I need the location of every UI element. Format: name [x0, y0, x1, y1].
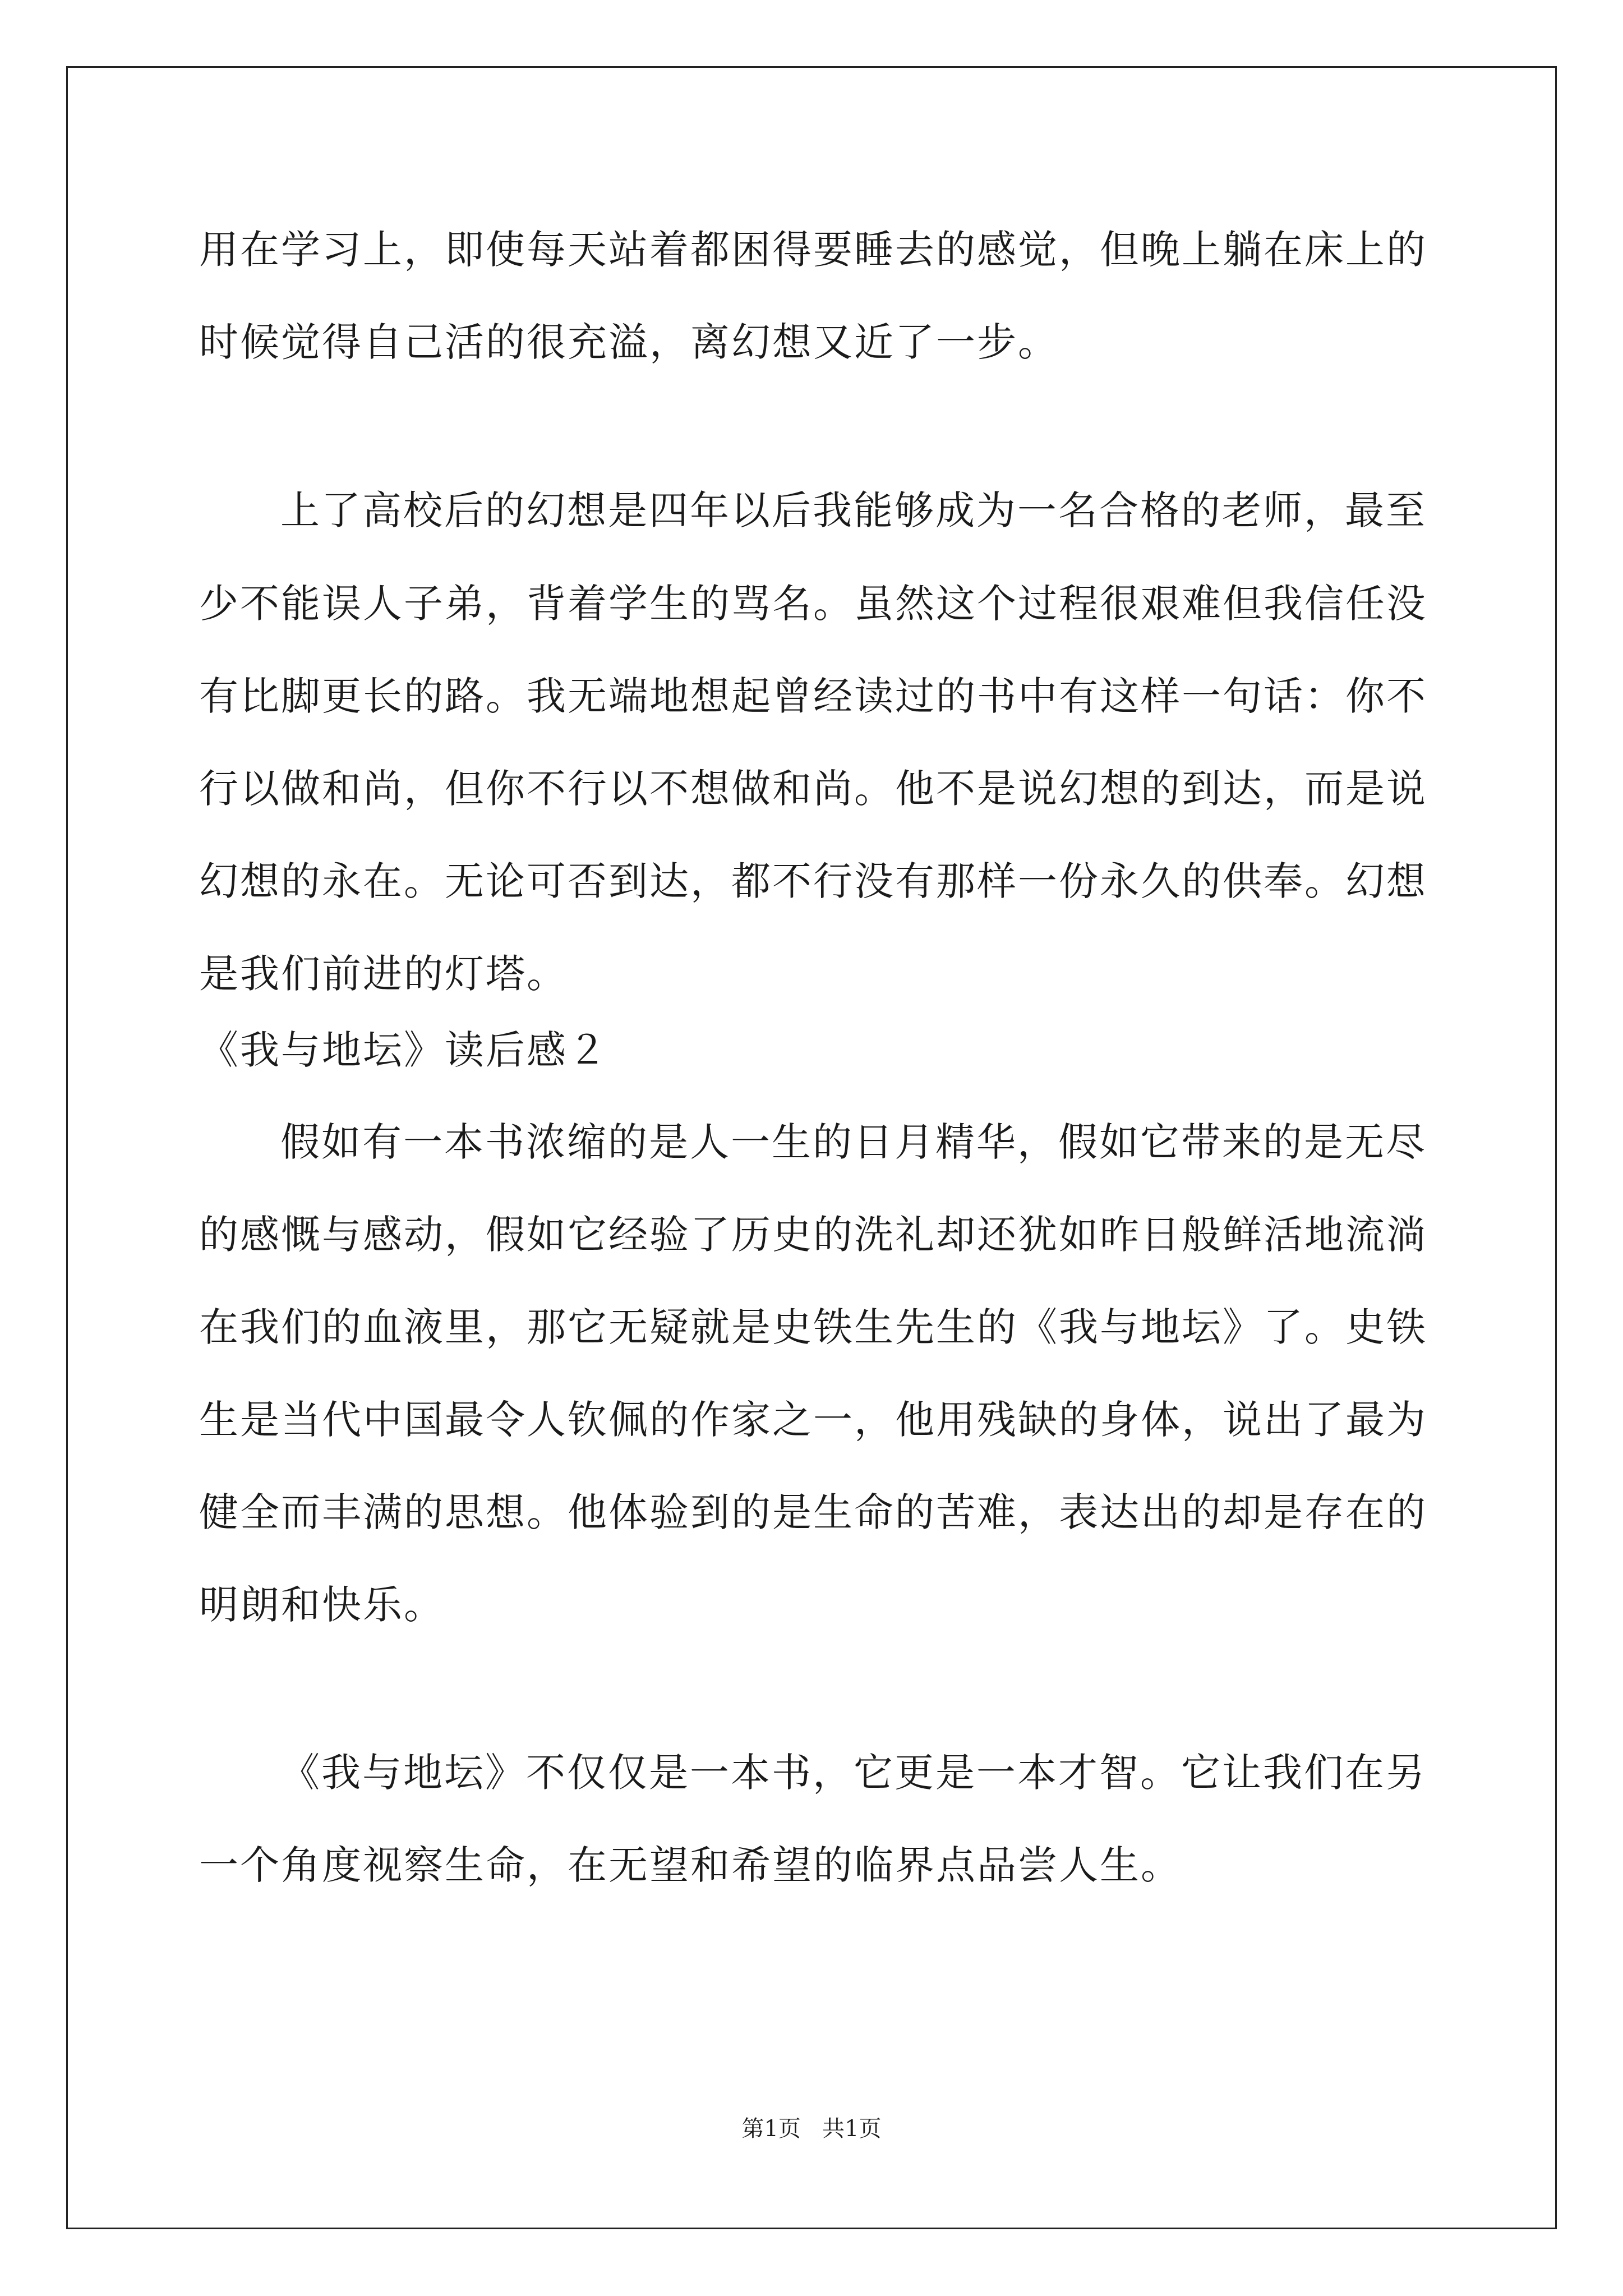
text-line: 在我们的血液里，那它无疑就是史铁生先生的《我与地坛》了。史铁 [199, 1304, 1427, 1350]
text-line: 是我们前进的灯塔。 [199, 951, 568, 997]
text-line: 生是当代中国最令人钦佩的作家之一，他用残缺的身体，说出了最为 [199, 1397, 1427, 1443]
text-line: 时候觉得自己活的很充溢，离幻想又近了一步。 [199, 319, 1059, 365]
text-line: 假如有一本书浓缩的是人一生的日月精华，假如它带来的是无尽 [280, 1119, 1427, 1165]
text-line: 健全而丰满的思想。他体验到的是生命的苦难，表达出的却是存在的 [199, 1489, 1427, 1535]
text-line: 的感慨与感动，假如它经验了历史的洗礼却还犹如昨日般鲜活地流淌 [199, 1212, 1427, 1258]
text-line: 上了高校后的幻想是四年以后我能够成为一名合格的老师，最至 [280, 487, 1427, 533]
text-line: 明朗和快乐。 [199, 1582, 445, 1628]
text-line: 一个角度视察生命，在无望和希望的临界点品尝人生。 [199, 1842, 1182, 1888]
text-line: 《我与地坛》不仅仅是一本书，它更是一本才智。它让我们在另 [280, 1750, 1427, 1796]
text-line: 有比脚更长的路。我无端地想起曾经读过的书中有这样一句话：你不 [199, 673, 1427, 719]
text-line: 幻想的永在。无论可否到达，都不行没有那样一份永久的供奉。幻想 [199, 858, 1427, 904]
text-line: 行以做和尚，但你不行以不想做和尚。他不是说幻想的到达，而是说 [199, 766, 1427, 812]
text-line: 少不能误人子弟，背着学生的骂名。虽然这个过程很艰难但我信任没 [199, 581, 1427, 627]
text-line: 用在学习上，即使每天站着都困得要睡去的感觉，但晚上躺在床上的 [199, 227, 1427, 273]
section-heading: 《我与地坛》读后感２ [199, 1027, 608, 1073]
page-footer: 第1页 共1页 [741, 2116, 882, 2142]
